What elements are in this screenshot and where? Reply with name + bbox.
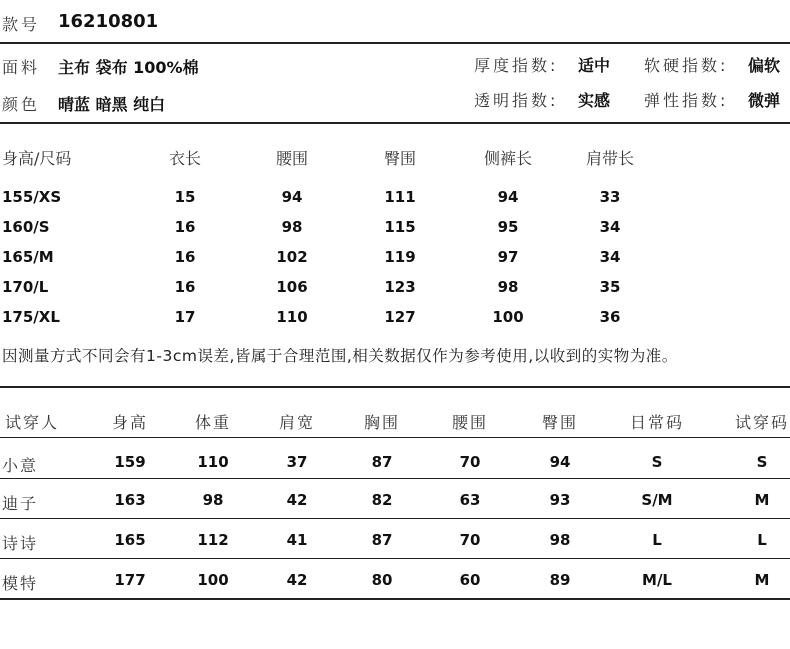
model-cell: 163 (114, 491, 146, 509)
size-cell: 102 (276, 248, 308, 266)
model-name: 迪子 (2, 494, 39, 513)
size-cell: 175/XL (2, 308, 60, 326)
size-header-2: 腰围 (275, 149, 309, 168)
size-cell: 35 (599, 278, 621, 296)
size-cell: 15 (174, 188, 196, 206)
size-cell: 97 (497, 248, 519, 266)
model-cell: 112 (197, 531, 229, 549)
model-cell: S (756, 453, 768, 471)
model-cell: 82 (371, 491, 393, 509)
size-header-0: 身高/尺码 (2, 149, 72, 168)
softness-value: 偏软 (748, 56, 781, 75)
model-table-rule (0, 437, 790, 438)
size-cell: 34 (599, 248, 621, 266)
elasticity-label: 弹性指数: (644, 91, 729, 110)
size-cell: 16 (174, 218, 196, 236)
size-cell: 98 (281, 218, 303, 236)
model-name: 模特 (2, 574, 39, 593)
size-cell: 16 (174, 278, 196, 296)
model-header-2: 体重 (194, 413, 232, 432)
model-cell: 177 (114, 571, 146, 589)
size-cell: 110 (276, 308, 308, 326)
size-cell: 33 (599, 188, 621, 206)
transparency-label: 透明指数: (474, 91, 559, 110)
model-cell: 94 (549, 453, 571, 471)
model-header-6: 臀围 (541, 413, 579, 432)
elasticity-value: 微弹 (748, 91, 781, 110)
model-header-1: 身高 (111, 413, 149, 432)
size-header-4: 侧裤长 (483, 149, 533, 168)
model-header-3: 肩宽 (278, 413, 316, 432)
size-cell: 100 (492, 308, 524, 326)
model-cell: L (757, 531, 767, 549)
size-cell: 111 (384, 188, 416, 206)
thickness-value: 适中 (578, 56, 611, 75)
size-cell: 119 (384, 248, 416, 266)
model-header-4: 胸围 (363, 413, 401, 432)
size-cell: 165/M (2, 248, 54, 266)
softness-label: 软硬指数: (644, 56, 729, 75)
fabric-value: 主布 袋布 100%棉 (58, 58, 199, 77)
color-label: 颜色 (2, 95, 41, 114)
model-name: 小意 (2, 456, 39, 475)
fabric-label: 面料 (2, 58, 41, 77)
model-cell: 98 (202, 491, 224, 509)
model-cell: S (651, 453, 663, 471)
model-cell: 87 (371, 453, 393, 471)
model-cell: L (652, 531, 662, 549)
model-cell: M/L (642, 571, 672, 589)
model-cell: 42 (286, 491, 308, 509)
model-header-0: 试穿人 (4, 413, 60, 432)
model-cell: 87 (371, 531, 393, 549)
size-cell: 34 (599, 218, 621, 236)
model-cell: 63 (459, 491, 481, 509)
model-cell: M (754, 491, 770, 509)
size-cell: 94 (497, 188, 519, 206)
divider-material (0, 122, 790, 124)
model-cell: 41 (286, 531, 308, 549)
size-cell: 155/XS (2, 188, 62, 206)
size-cell: 17 (174, 308, 196, 326)
model-header-7: 日常码 (629, 413, 685, 432)
style-no-value: 16210801 (58, 11, 159, 32)
model-cell: 165 (114, 531, 146, 549)
size-cell: 95 (497, 218, 519, 236)
model-cell: S/M (641, 491, 673, 509)
transparency-value: 实感 (578, 91, 611, 110)
size-cell: 94 (281, 188, 303, 206)
size-header-5: 肩带长 (585, 149, 635, 168)
model-table-rule (0, 518, 790, 519)
model-cell: 80 (371, 571, 393, 589)
size-cell: 115 (384, 218, 416, 236)
size-cell: 16 (174, 248, 196, 266)
model-cell: 98 (549, 531, 571, 549)
model-table-rule (0, 598, 790, 600)
model-cell: 37 (286, 453, 308, 471)
model-cell: 93 (549, 491, 571, 509)
model-header-8: 试穿码 (734, 413, 790, 432)
size-cell: 170/L (2, 278, 49, 296)
model-name: 诗诗 (2, 534, 39, 553)
style-no-label: 款号 (2, 15, 41, 34)
model-cell: 42 (286, 571, 308, 589)
size-cell: 36 (599, 308, 621, 326)
model-table-rule (0, 558, 790, 559)
model-cell: 70 (459, 453, 481, 471)
size-cell: 160/S (2, 218, 50, 236)
model-table-rule (0, 478, 790, 479)
divider-top (0, 42, 790, 44)
divider-model-top (0, 386, 790, 388)
size-cell: 127 (384, 308, 416, 326)
size-header-3: 臀围 (383, 149, 417, 168)
model-cell: 100 (197, 571, 229, 589)
color-value: 晴蓝 暗黑 纯白 (58, 95, 166, 114)
thickness-label: 厚度指数: (474, 56, 559, 75)
model-cell: 110 (197, 453, 229, 471)
model-cell: 60 (459, 571, 481, 589)
model-cell: 159 (114, 453, 146, 471)
size-cell: 98 (497, 278, 519, 296)
model-header-5: 腰围 (451, 413, 489, 432)
model-cell: 70 (459, 531, 481, 549)
model-cell: M (754, 571, 770, 589)
model-cell: 89 (549, 571, 571, 589)
size-cell: 106 (276, 278, 308, 296)
size-header-1: 衣长 (168, 149, 202, 168)
measurement-note: 因测量方式不同会有1-3cm误差,皆属于合理范围,相关数据仅作为参考使用,以收到的实物为准。 (2, 347, 678, 365)
size-cell: 123 (384, 278, 416, 296)
